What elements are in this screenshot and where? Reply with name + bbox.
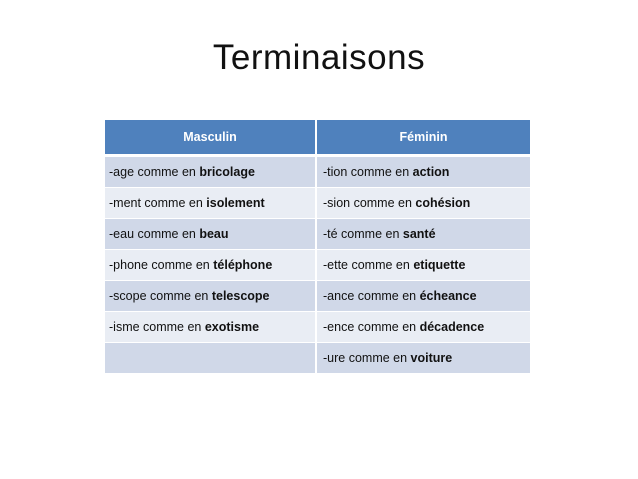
table-row (105, 312, 530, 343)
suffix-text: -scope comme en (109, 289, 212, 303)
example-word: décadence (419, 320, 485, 334)
cell-masculin-empty (105, 343, 316, 374)
example-word: exotisme (204, 320, 260, 334)
suffix-text: -ence comme en (323, 320, 420, 334)
endings-table (105, 120, 530, 374)
example-word: beau (199, 227, 229, 241)
cell-feminin (316, 188, 530, 219)
cell-feminin (316, 219, 530, 250)
cell-masculin (105, 281, 316, 312)
cell-feminin (316, 156, 530, 188)
cell-masculin (105, 188, 316, 219)
table-row (105, 343, 530, 374)
table-row (105, 281, 530, 312)
cell-masculin (105, 312, 316, 343)
suffix-text: -phone comme en (109, 258, 214, 272)
table-row (105, 219, 530, 250)
example-word: voiture (410, 351, 453, 365)
example-word: bricolage (199, 165, 255, 179)
cell-masculin (105, 219, 316, 250)
example-word: isolement (206, 196, 265, 210)
example-word: etiquette (413, 258, 466, 272)
suffix-text: -tion comme en (323, 165, 413, 179)
example-word: telescope (211, 289, 270, 303)
suffix-text: -isme comme en (109, 320, 205, 334)
example-word: cohésion (415, 196, 471, 210)
header-feminin: Féminin (316, 120, 530, 156)
table-row (105, 250, 530, 281)
suffix-text: -té comme en (323, 227, 403, 241)
example-word: santé (402, 227, 436, 241)
example-word: téléphone (213, 258, 273, 272)
suffix-text: -ure comme en (323, 351, 411, 365)
suffix-text: -ance comme en (323, 289, 420, 303)
example-word: écheance (419, 289, 477, 303)
suffix-text: -age comme en (109, 165, 200, 179)
cell-masculin (105, 250, 316, 281)
example-word: action (412, 165, 450, 179)
cell-feminin (316, 281, 530, 312)
cell-masculin (105, 156, 316, 188)
cell-feminin (316, 343, 530, 374)
cell-feminin (316, 250, 530, 281)
cell-feminin (316, 312, 530, 343)
slide-title: Terminaisons (212, 38, 426, 77)
table-row (105, 188, 530, 219)
table-row (105, 156, 530, 188)
table-header-row (105, 120, 530, 156)
header-masculin: Masculin (105, 120, 316, 156)
suffix-text: -ment comme en (109, 196, 207, 210)
suffix-text: -eau comme en (109, 227, 200, 241)
suffix-text: -ette comme en (323, 258, 414, 272)
suffix-text: -sion comme en (323, 196, 416, 210)
